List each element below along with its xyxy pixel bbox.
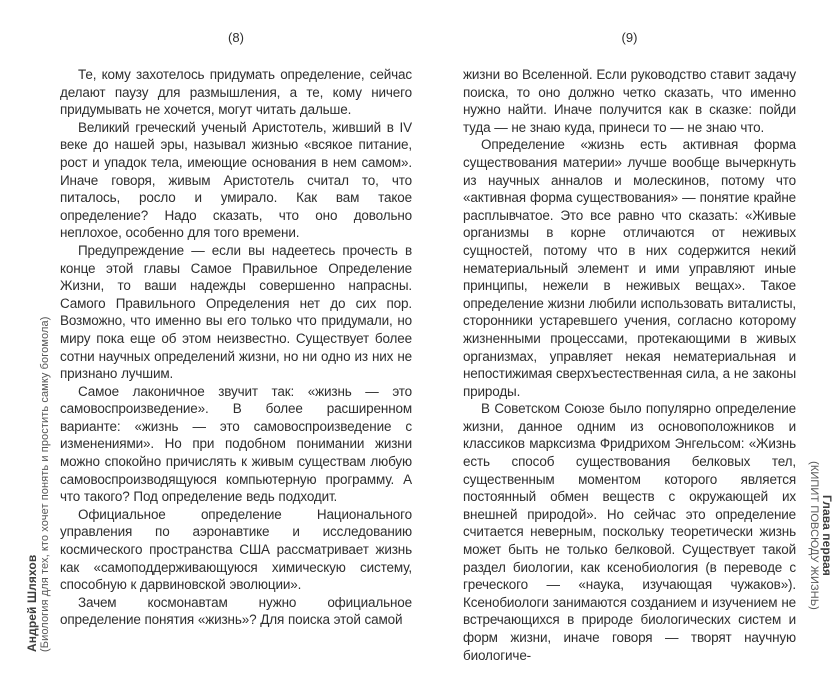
paragraph: Самое лаконичное звучит так: «жизнь — это самовоспроизведение». В более расширенном варианте: «жизнь — это самовоспроизведение с изменениями». Но при подобном понимании жизни можно спокойно причислять к живым существам любую самовоспроизводящуюся компьютерную программу. А что такого? Под определение ведь подходит. [60, 383, 412, 505]
paragraph: Зачем космонавтам нужно официальное определение понятия «жизнь»? Для поиска этой самой [60, 594, 412, 628]
paragraph: жизни во Вселенной. Если руководство ставит задачу поиска, то оно должно четко сказать, что именно нужно найти. Иначе получится как в сказке: пойди туда — не знаю куда, принеси то — не знаю что. [463, 67, 796, 135]
left-page-text-column [60, 66, 412, 629]
paragraph: Официальное определение Национального управления по аэронавтике и исследованию космического пространства США рассматривает жизнь как «самоподдерживающуюся химическую систему, способную к дарвиновской эволюции». [60, 506, 412, 593]
right-page-text-column [463, 66, 796, 664]
paragraph: В Советском Союзе было популярно определение жизни, данное одним из основоположников и классиков марксизма Фридрихом Энгельсом: «Жизнь есть способ существования белковых тел, существенным моментом которого является постоянный обмен веществ с окружающей их внешней природой». Но сейчас это определение считается неверным, поскольку теоретически жизнь может быть не только белковой. Существует такой раздел биологии, как ксенобиология (в переводе с греческого — «наука, изучающая чужаков»). Ксенобиологи занимаются созданием и изучением не встречающихся в природе биологических систем и форм жизни, иначе говоря — творят научную биологиче- [463, 401, 796, 663]
paragraph: Великий греческий ученый Аристотель, живший в IV веке до нашей эры, называл жизнью «всякое питание, рост и упадок тела, имеющие основания в нем самом». Иначе говоря, живым Аристотель считал то, что питалось, росло и умирало. Как вам такое определение? Надо сказать, что оно довольно неплохое, особенно для того времени. [60, 119, 412, 241]
chapter-title: Глава первая [820, 494, 834, 577]
chapter-subtitle: (КИПИТ ПОВСЮДУ ЖИЗНЬ) [808, 461, 820, 610]
left-margin-running-title [26, 207, 52, 652]
right-margin-running-title [807, 383, 833, 688]
paragraph: Предупреждение — если вы надеетесь прочесть в конце этой главы Самое Правильное Определение Жизни, то ваши надежды совершенно напрасны. Самого Правильного Определения нет до сих пор. Возможно, что именно вы его только что придумали, но миру пока еще об этом неизвестно. Существует более сотни научных определений жизни, но ни одно из них не признано лучшим. [60, 242, 412, 382]
left-page-number: (8) [228, 30, 244, 45]
paragraph: Те, кому захотелось придумать определение, сейчас делают паузу для размышления, а те, кому ничего придумывать не хочется, могут читать дальше. [60, 67, 412, 118]
paragraph: Определение «жизнь есть активная форма существования материи» лучше вообще вычеркнуть из научных анналов и молескинов, потому что «активная форма существования» — понятие крайне расплывчатое. Это все равно что сказать: «Живые организмы в корне отличаются от неживых сущностей, потому что в них содержится некий нематериальный элемент и ими управляют иные принципы, нежели в неживых вещах». Такое определение жизни любили использовать виталисты, сторонники устаревшего учения, согласно которому жизненными процессами, протекающими в живых организмах, управляет некая нематериальная и непостижимая сверхъестественная сила, а не законы природы. [463, 137, 796, 399]
right-page-number: (9) [621, 30, 638, 45]
author-name: Андрей Шляхов [25, 554, 39, 652]
book-title: (Биология для тех, кто хочет понять и простить самку богомола) [39, 316, 51, 652]
